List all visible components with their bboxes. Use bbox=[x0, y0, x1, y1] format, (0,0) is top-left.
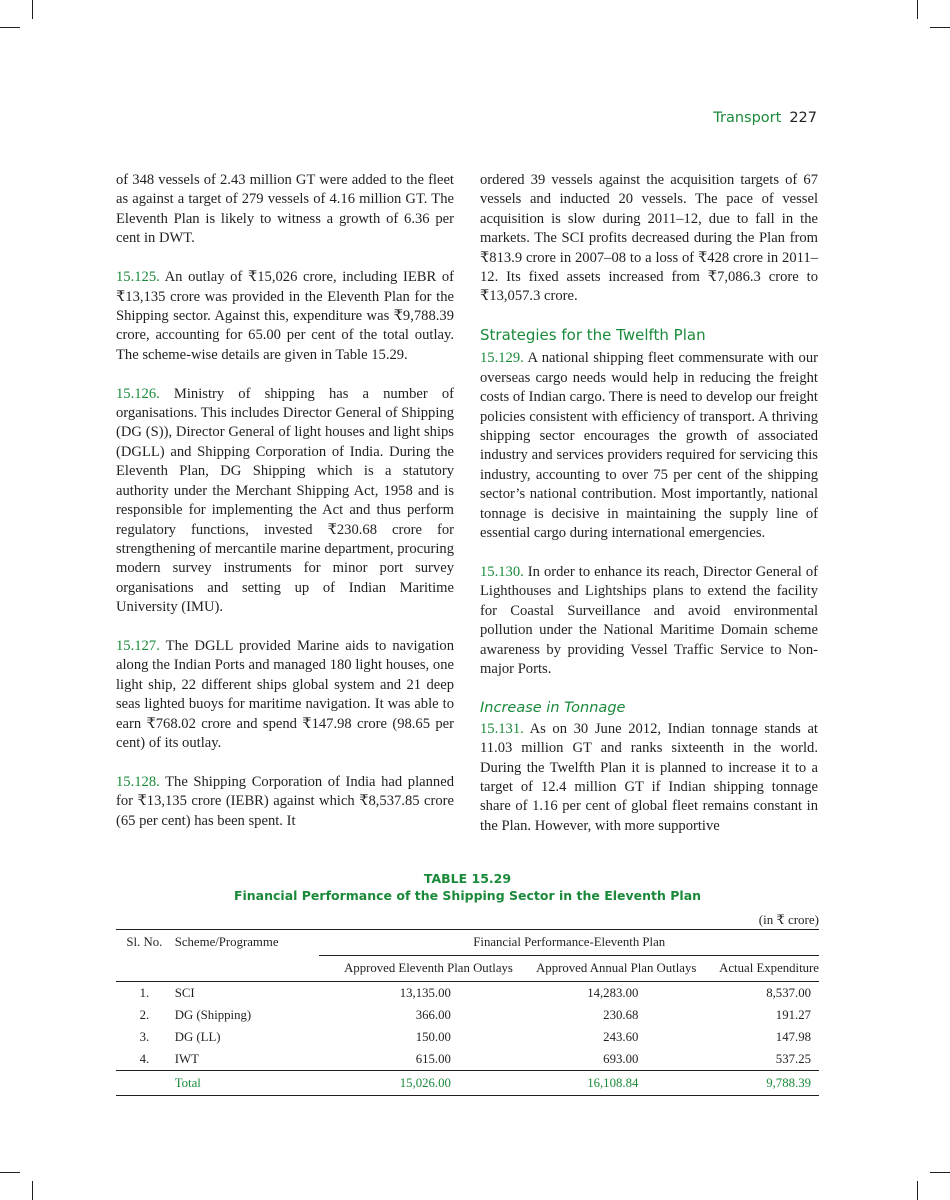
left-column bbox=[116, 171, 454, 851]
crop-mark bbox=[930, 1172, 950, 1173]
crop-mark bbox=[32, 1181, 33, 1200]
header-scheme: Scheme/Programme bbox=[173, 930, 320, 956]
cell-approved-annual: 243.60 bbox=[603, 1029, 639, 1044]
table-row bbox=[116, 1004, 819, 1026]
crop-mark bbox=[32, 0, 33, 19]
cell-approved-eleventh: 13,135.00 bbox=[399, 985, 451, 1000]
cell-approved-eleventh: 615.00 bbox=[415, 1051, 451, 1066]
header-actual: Actual Expenditure bbox=[696, 956, 819, 982]
cell-scheme: IWT bbox=[174, 1051, 199, 1066]
cell-approved-annual: 230.68 bbox=[603, 1007, 639, 1022]
paragraph-number: 15.125. bbox=[116, 269, 160, 286]
table-row bbox=[116, 1048, 819, 1071]
table-row bbox=[116, 982, 819, 1005]
paragraph bbox=[116, 637, 454, 753]
table-unit: (in ₹ crore) bbox=[758, 912, 819, 927]
cell-actual: 191.27 bbox=[775, 1007, 811, 1022]
cell-total-actual: 9,788.39 bbox=[696, 1071, 819, 1096]
table-total-row bbox=[116, 1071, 819, 1096]
table-subheader-row bbox=[116, 956, 819, 982]
paragraph-text: As on 30 June 2012, Indian tonnage stands at 11.03 million GT and ranks sixteenth in the world. During the Twelfth Plan it is planned to increase it to a target of 12.4 million GT if Indian shipping tonnage share of 1.16 per cent of global fleet remains constant in the Plan. However, with more supportive bbox=[480, 720, 818, 834]
page-number: 227 bbox=[789, 110, 817, 126]
cell-sl: 1. bbox=[139, 985, 150, 1000]
crop-mark bbox=[930, 27, 950, 28]
paragraph-number: 15.126. bbox=[116, 385, 160, 402]
paragraph-number: 15.130. bbox=[480, 563, 524, 580]
cell-approved-annual: 693.00 bbox=[603, 1051, 639, 1066]
paragraph bbox=[480, 171, 818, 307]
running-header bbox=[713, 110, 817, 126]
paragraph-text: Ministry of shipping has a number of organisations. This includes Director General of Shipping (DG (S)), Director General of light houses and light ships (DGLL) and Shipping Corporation of India. During the Eleventh Plan, DG Shipping which is a statutory authority under the Merchant Shipping Act, 1958 and is responsible for implementing the Act and thus perform regulatory functions, invested ₹230.68 crore for strengthening of mercantile marine department, procuring modern survey instruments for minor port survey organisations and setting up of Indian Maritime University (IMU). bbox=[116, 385, 454, 616]
section-title: Transport bbox=[713, 110, 782, 126]
section-heading: Strategies for the Twelfth Plan bbox=[480, 326, 706, 345]
paragraph bbox=[116, 385, 454, 618]
table-row bbox=[116, 1026, 819, 1048]
paragraph-text: The DGLL provided Marine aids to navigation along the Indian Ports and managed 180 light houses, one light ship, 22 different ships global system and 21 deep seas lighted buoys for maritime navigation. It was able to earn ₹768.02 crore and spend ₹147.98 crore (98.65 per cent) of its outlay. bbox=[116, 638, 454, 752]
table-caption bbox=[116, 871, 819, 904]
paragraph-text: of 348 vessels of 2.43 million GT were added to the fleet as against a target of 279 vessels of 4.16 million GT. The Eleventh Plan is likely to witness a growth of 6.36 per cent in DWT. bbox=[116, 172, 454, 247]
cell-approved-eleventh: 150.00 bbox=[415, 1029, 451, 1044]
crop-mark bbox=[0, 1172, 20, 1173]
crop-mark bbox=[0, 27, 20, 28]
financial-performance-table bbox=[116, 929, 819, 1096]
paragraph-text: A national shipping fleet commensurate with our overseas cargo needs would help in reducing the freight costs of Indian cargo. There is need to develop our freight policies consistent with efficiency of transport. A thriving shipping sector encourages the growth of associated industry and services providers required for servicing this industry, accounting to over 75 per cent of the shipping sector’s national contribution. Most importantly, national tonnage is decisive in maintaining the supply line of essential cargo during international emergencies. bbox=[480, 350, 819, 541]
cell-actual: 147.98 bbox=[775, 1029, 811, 1044]
paragraph bbox=[480, 349, 818, 543]
paragraph bbox=[116, 171, 454, 249]
cell-approved-annual: 14,283.00 bbox=[587, 985, 639, 1000]
paragraph-number: 15.128. bbox=[116, 773, 160, 790]
cell-scheme: DG (LL) bbox=[174, 1029, 221, 1044]
paragraph-text: The Shipping Corporation of India had planned for ₹13,135 crore (IEBR) against which ₹8,537.85 crore (65 per cent) has been spent. It bbox=[116, 773, 454, 829]
paragraph bbox=[116, 773, 454, 831]
empty-cell bbox=[173, 956, 320, 982]
right-column bbox=[480, 171, 818, 856]
empty-cell bbox=[116, 956, 173, 982]
subsection-heading: Increase in Tonnage bbox=[480, 699, 626, 716]
cell-approved-eleventh: 366.00 bbox=[415, 1007, 451, 1022]
paragraph-text: In order to enhance its reach, Director General of Lighthouses and Lightships plans to extend the facility for Coastal Surveillance and avoid environmental pollution under the National Maritime Domain scheme awareness by providing Vessel Traffic Service to Non-major Ports. bbox=[480, 563, 818, 677]
cell-actual: 537.25 bbox=[775, 1051, 811, 1066]
paragraph-number: 15.129. bbox=[480, 350, 524, 367]
cell-total-approved-annual: 16,108.84 bbox=[513, 1071, 696, 1096]
cell-total-approved-eleventh: 15,026.00 bbox=[319, 1071, 512, 1096]
header-approved-annual: Approved Annual Plan Outlays bbox=[513, 956, 696, 982]
cell-actual: 8,537.00 bbox=[766, 985, 811, 1000]
crop-mark bbox=[917, 1181, 918, 1200]
paragraph-number: 15.127. bbox=[116, 638, 160, 655]
empty-cell bbox=[116, 1071, 173, 1096]
cell-sl: 2. bbox=[139, 1007, 150, 1022]
crop-mark bbox=[917, 0, 918, 19]
paragraph bbox=[480, 563, 818, 679]
cell-sl: 4. bbox=[139, 1051, 150, 1066]
paragraph-number: 15.131. bbox=[480, 720, 524, 737]
table-header-row bbox=[116, 930, 819, 956]
paragraph bbox=[480, 720, 818, 836]
cell-sl: 3. bbox=[139, 1029, 150, 1044]
table-label: TABLE 15.29 bbox=[423, 871, 512, 886]
paragraph-text: ordered 39 vessels against the acquisition targets of 67 vessels and inducted 20 vessels. The pace of vessel acquisition is slow during 2011–12, due to fall in the markets. The SCI profits decreased during the Plan from ₹813.9 crore in 2007–08 to a loss of ₹428 crore in 2011–12. Its fixed assets increased from ₹7,086.3 crore to ₹13,057.3 crore. bbox=[480, 172, 818, 305]
cell-total-label: Total bbox=[173, 1071, 320, 1096]
header-approved-eleventh: Approved Eleventh Plan Outlays bbox=[319, 956, 512, 982]
table-title: Financial Performance of the Shipping Sector in the Eleventh Plan bbox=[233, 888, 702, 903]
cell-scheme: DG (Shipping) bbox=[174, 1007, 252, 1022]
header-sl-no: Sl. No. bbox=[116, 930, 173, 956]
cell-scheme: SCI bbox=[174, 985, 195, 1000]
paragraph bbox=[116, 268, 454, 365]
paragraph-text: An outlay of ₹15,026 crore, including IEBR of ₹13,135 crore was provided in the Eleventh Plan for the Shipping sector. Against this, expenditure was ₹9,788.39 crore, accounting for 65.00 per cent of the total outlay. The scheme-wise details are given in Table 15.29. bbox=[116, 269, 455, 363]
header-group: Financial Performance-Eleventh Plan bbox=[319, 930, 819, 956]
